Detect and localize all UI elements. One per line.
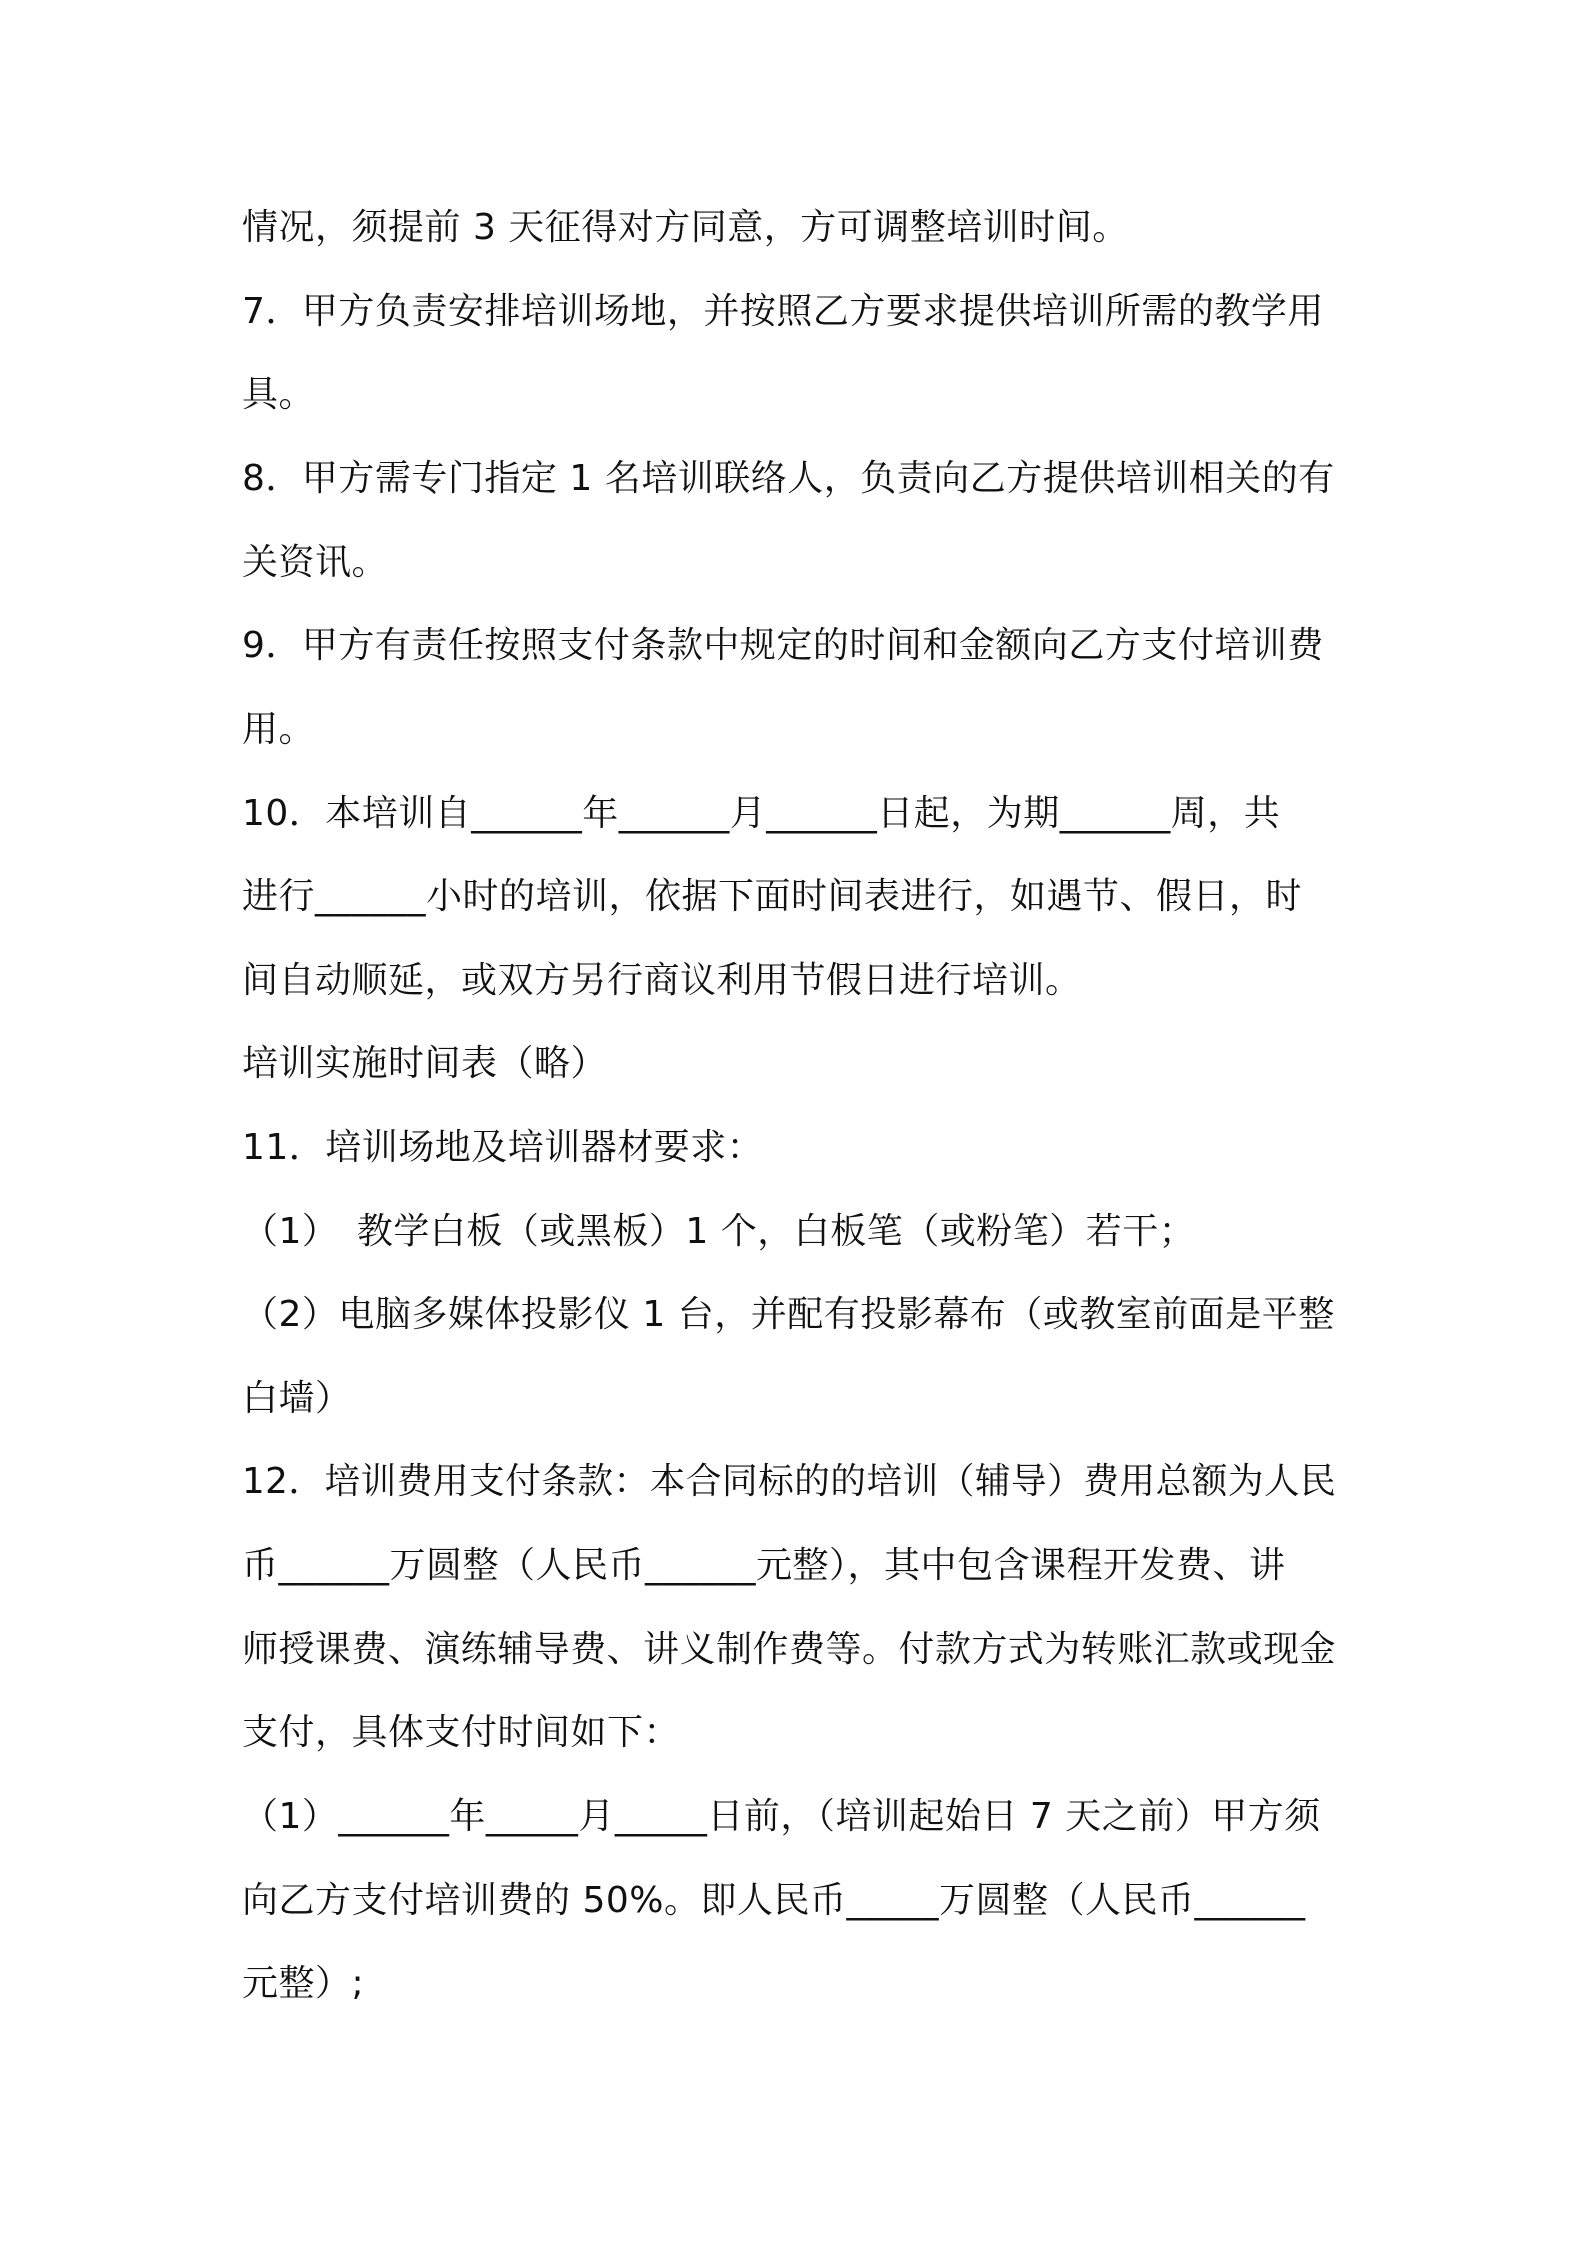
paragraph-line: （2）电脑多媒体投影仪 1 台，并配有投影幕布（或教室前面是平整	[242, 1294, 1335, 1335]
paragraph-line: 12．培训费用支付条款：本合同标的的培训（辅导）费用总额为人民	[242, 1461, 1337, 1502]
paragraph-line: 11．培训场地及培训器材要求：	[242, 1127, 764, 1168]
paragraph-line: 用。	[242, 709, 316, 750]
paragraph-line: 间自动顺延，或双方另行商议利用节假日进行培训。	[242, 960, 1082, 1001]
paragraph-line: 向乙方支付培训费的 50%。即人民币_____万圆整（人民币______	[242, 1880, 1306, 1921]
paragraph-line: 进行______小时的培训，依据下面时间表进行，如遇节、假日，时	[242, 876, 1303, 917]
paragraph-line: 关资讯。	[242, 542, 389, 583]
paragraph-line: 币______万圆整（人民币______元整），其中包含课程开发费、讲	[242, 1545, 1286, 1586]
paragraph-line: 8．甲方需专门指定 1 名培训联络人，负责向乙方提供培训相关的有	[242, 458, 1335, 499]
paragraph-line: （1） 教学白板（或黑板）1 个，白板笔（或粉笔）若干；	[242, 1211, 1196, 1252]
paragraph-line: 具。	[242, 374, 316, 415]
paragraph-line: 师授课费、演练辅导费、讲义制作费等。付款方式为转账汇款或现金	[242, 1629, 1337, 1670]
paragraph-line: 7．甲方负责安排培训场地，并按照乙方要求提供培训所需的教学用	[242, 291, 1324, 332]
paragraph-line: （1）______年_____月_____日前，（培训起始日 7 天之前）甲方须	[242, 1796, 1321, 1837]
paragraph-line: 元整）;	[242, 1963, 365, 2004]
paragraph-line: 情况，须提前 3 天征得对方同意，方可调整培训时间。	[242, 207, 1129, 248]
paragraph-line: 9．甲方有责任按照支付条款中规定的时间和金额向乙方支付培训费	[242, 625, 1324, 666]
paragraph-line: 白墙）	[242, 1378, 352, 1419]
section-heading: 培训实施时间表（略）	[242, 1043, 608, 1084]
paragraph-line: 支付，具体支付时间如下：	[242, 1712, 681, 1753]
paragraph-line: 10．本培训自______年______月______日起，为期______周，共	[242, 793, 1281, 834]
